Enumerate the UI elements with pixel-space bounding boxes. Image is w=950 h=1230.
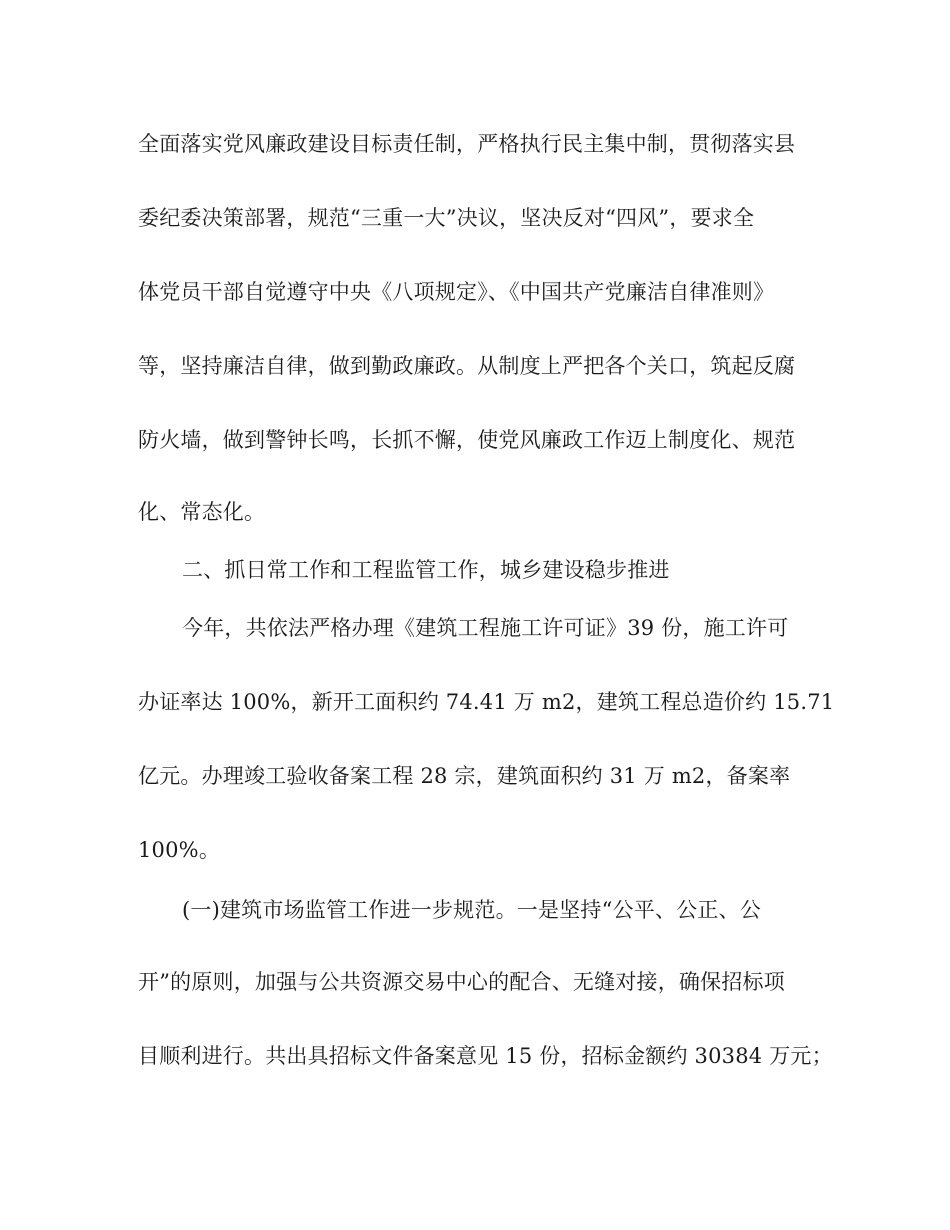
subsection-line: (一)建筑市场监管工作进一步规范。一是坚持“公平、公正、公 — [182, 898, 761, 922]
paragraph-line: 100%。 — [138, 838, 221, 862]
section-heading: 二、抓日常工作和工程监管工作，城乡建设稳步推进 — [182, 558, 670, 582]
paragraph-line: 亿元。办理竣工验收备案工程 28 宗，建筑面积约 31 万 m2，备案率 — [138, 764, 791, 788]
paragraph-line: 委纪委决策部署，规范“三重一大”决议，坚决反对“四风”，要求全 — [138, 206, 755, 230]
paragraph-line: 开”的原则，加强与公共资源交易中心的配合、无缝对接，确保招标项 — [138, 970, 785, 994]
paragraph-line: 等，坚持廉洁自律，做到勤政廉政。从制度上严把各个关口，筑起反腐 — [138, 354, 796, 378]
paragraph-line: 目顺利进行。共出具招标文件备案意见 15 份，招标金额约 30384 万元； — [138, 1044, 833, 1068]
paragraph-line: 防火墙，做到警钟长鸣，长抓不懈，使党风廉政工作迈上制度化、规范 — [138, 428, 796, 452]
paragraph-line: 化、常态化。 — [138, 500, 266, 524]
paragraph-line: 办证率达 100%，新开工面积约 74.41 万 m2，建筑工程总造价约 15.71 — [138, 690, 835, 714]
paragraph-line: 今年，共依法严格办理《建筑工程施工许可证》39 份，施工许可 — [182, 616, 789, 640]
paragraph-line: 全面落实党风廉政建设目标责任制，严格执行民主集中制，贯彻落实县 — [138, 132, 796, 156]
paragraph-line: 体党员干部自觉遵守中央《八项规定》、《中国共产党廉洁自律准则》 — [138, 280, 775, 304]
